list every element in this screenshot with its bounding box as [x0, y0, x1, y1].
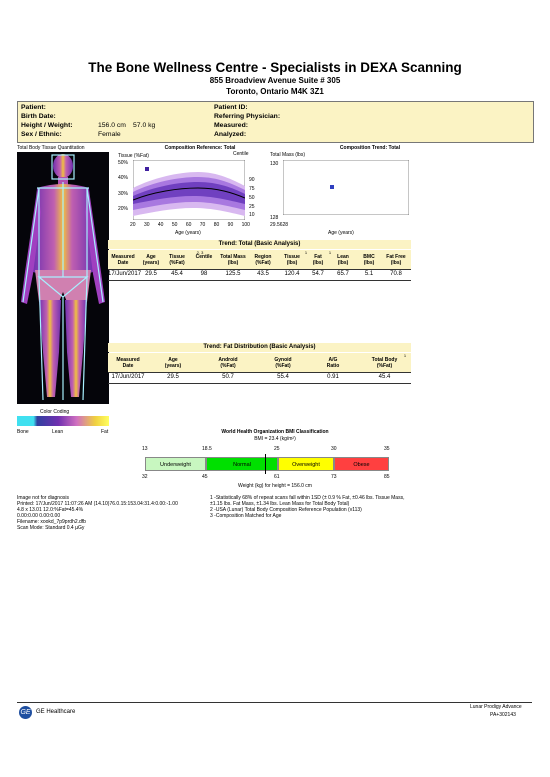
patient-label: Patient:: [21, 104, 46, 111]
image-caption: Total Body Tissue Quantitation: [17, 145, 85, 151]
clinic-title: The Bone Wellness Centre - Specialists in DEXA Scanning: [88, 60, 462, 75]
legend-bone: Bone: [17, 429, 29, 435]
ref-xtick: 100: [241, 222, 250, 228]
ref-ytick-40: 40%: [118, 175, 129, 181]
ref-chart-xlabel: Age (years): [175, 230, 201, 236]
footnote-1-cont: ±1.15 lbs. Fat Mass, ±1.34 lbs. Lean Mass for Total Body Total): [210, 501, 350, 507]
measured-label: Measured:: [214, 122, 248, 129]
color-coding-caption: Color Coding: [40, 409, 70, 415]
table-header-line: BMC: [363, 254, 375, 260]
ref-xticks: [130, 222, 250, 228]
table-header: [218, 254, 248, 266]
table-header-unit: (%Fat): [376, 363, 393, 369]
table-header-unit: (lbs): [390, 260, 402, 266]
table-header-line: Total Mass: [220, 254, 246, 260]
ref-chart-title: Composition Reference: Total: [164, 145, 236, 151]
table-header-line: Centile: [195, 254, 213, 260]
table-header: [198, 357, 258, 369]
table-header-unit: (lbs): [227, 260, 239, 266]
table-cell: 45.4: [378, 374, 391, 380]
table-header: [308, 357, 358, 369]
table-header: [108, 357, 148, 369]
ref-xtick: 80: [213, 222, 220, 228]
trend-chart-ylabel: Total Mass (lbs): [270, 152, 306, 158]
table-header: [356, 254, 382, 266]
trend-point: [330, 185, 334, 189]
footer-right: [210, 495, 535, 519]
centile-50: 50: [249, 195, 255, 201]
table-header-unit: (lbs): [363, 260, 375, 266]
table-cell: 5.1: [364, 271, 374, 277]
clinic-address-line1: 855 Broadview Avenue Suite # 305: [209, 76, 341, 85]
table-header-line: Android: [218, 357, 238, 363]
table-header-unit: (%Fat): [275, 363, 291, 369]
footnote-2: 2 -USA (Lunar) Total Body Composition Reference Population (v113): [210, 507, 362, 513]
analyzed-label: Analyzed:: [214, 131, 247, 138]
centile-90: 90: [249, 177, 255, 183]
table-header-unit: (%Fat): [169, 260, 185, 266]
table-header: [164, 254, 190, 266]
who-bottom-tick: 73: [331, 474, 337, 480]
table-cell: 45.4: [171, 271, 183, 277]
trend-ymax: 130: [270, 161, 279, 167]
table-cell: 65.7: [337, 271, 349, 277]
table-superscript: 2, 3: [196, 250, 204, 255]
footer-left-line: 4.8 x 13.01 12.0:%Fat=45.4%: [17, 507, 84, 513]
trend-chart-plot: [283, 160, 409, 215]
footer-left-line: Printed: 17/Jun/2017 11:07:26 AM (14.10)76.0.15:153.04:31.4:0.00:-1.00: [17, 501, 178, 507]
who-overweight: Overweight: [278, 457, 334, 471]
legend-fat: Fat: [101, 429, 109, 435]
table-header-line: Fat: [314, 254, 322, 260]
table-cell: 120.4: [284, 271, 300, 277]
who-bottom-tick: 61: [274, 474, 280, 480]
who-bottom-tick: 45: [202, 474, 208, 480]
table-header-unit: Date: [122, 363, 134, 369]
table-cell: 98: [200, 271, 208, 277]
table-cell: 55.4: [277, 374, 289, 380]
legend-lean: Lean: [52, 429, 64, 435]
table-cell: 17/Jun/2017: [108, 271, 142, 277]
footer-left: [17, 495, 207, 531]
table-header-unit: (years): [142, 260, 160, 266]
fat-table-title: Trend: Fat Distribution (Basic Analysis): [203, 344, 316, 350]
who-top-tick: 30: [331, 446, 337, 452]
table-header: [258, 357, 308, 369]
table-header-unit: (%Fat): [255, 260, 271, 266]
centile-75: 75: [249, 186, 255, 192]
table-header-line: Tissue: [284, 254, 300, 260]
sex-value: Female: [98, 131, 121, 138]
footer-left-line: 0.00:0.00 0.00:0.00: [17, 513, 61, 519]
who-top-tick: 25: [274, 446, 280, 452]
who-top-tick: 18.5: [202, 446, 212, 452]
clinic-address-line2: Toronto, Ontario M4K 3Z1: [226, 87, 324, 96]
bmi-marker: [265, 454, 266, 474]
height-weight-label: Height / Weight:: [21, 122, 73, 129]
table-header: [148, 357, 198, 369]
table-cell: 54.7: [312, 271, 324, 277]
device-serial: PA+302143: [490, 712, 516, 718]
basic-analysis-table: [108, 240, 411, 288]
who-title: World Health Organization BMI Classification: [221, 429, 329, 435]
body-scan-image: [17, 152, 109, 404]
table-header: [382, 254, 410, 266]
table-header-line: Fat Free: [386, 254, 406, 260]
ref-chart-plot: [133, 160, 245, 220]
ref-ytick-50: 50%: [118, 160, 129, 166]
table-header-unit: (lbs): [312, 260, 324, 266]
table-header-line: Lean: [337, 254, 349, 260]
brand-name: GE Healthcare: [36, 709, 76, 715]
ref-xtick: 50: [171, 222, 178, 228]
table-header-unit: (%Fat): [220, 363, 236, 369]
ref-chart-ylabel: Tissue (%Fat): [118, 153, 149, 159]
table-header: [108, 254, 138, 266]
footnote-1: 1 -Statistically 68% of repeat scans fall within 1SD (± 0.9 % Fat, ±0.46 lbs. Tissue Mass,: [210, 495, 405, 501]
footer-left-line: Image not for diagnosis: [17, 495, 69, 501]
bottom-divider: [17, 702, 532, 703]
who-obese: Obese: [334, 457, 389, 471]
table-cell: 43.5: [257, 271, 269, 277]
weight-value: 57.0 kg: [133, 122, 156, 129]
fat-distribution-table: [108, 343, 411, 385]
table-header-line: Tissue: [169, 254, 185, 260]
table-header-line: Gynoid: [274, 357, 292, 363]
who-axis-label: Weight (kg) for height = 156.0 cm: [238, 483, 312, 489]
table-superscript: 1: [328, 250, 332, 255]
table-header-line: Age: [146, 254, 156, 260]
ref-patient-point: [145, 167, 149, 171]
table-header-unit: Ratio: [326, 363, 340, 369]
who-underweight: Underweight: [145, 457, 206, 471]
ref-xtick: 70: [199, 222, 206, 228]
ref-ytick-30: 30%: [118, 191, 129, 197]
who-normal: Normal: [206, 457, 278, 471]
birth-date-label: Birth Date:: [21, 113, 56, 120]
table-cell: 0.91: [327, 374, 339, 380]
table-superscript: 1: [403, 353, 407, 358]
table-header: [248, 254, 278, 266]
table-cell: 29.5: [145, 271, 157, 277]
referring-physician-label: Referring Physician:: [214, 113, 281, 120]
trend-chart-title: Composition Trend: Total: [339, 145, 401, 151]
ref-xtick: 60: [185, 222, 192, 228]
patient-id-label: Patient ID:: [214, 104, 248, 111]
sex-ethnic-label: Sex / Ethnic:: [21, 131, 62, 138]
ref-ytick-20: 20%: [118, 206, 129, 212]
centile-25: 25: [249, 204, 255, 210]
footnote-3: 3 -Composition Matched for Age: [210, 513, 282, 519]
ge-logo-icon: GE: [19, 706, 32, 719]
table-cell: 125.5: [225, 271, 241, 277]
trend-ymin: 128: [270, 215, 279, 221]
footer-left-line: Scan Mode: Standard 0.4 µGy: [17, 525, 85, 531]
table-cell: 17/Jun/2017: [111, 374, 145, 380]
table-cell: 70.8: [390, 271, 402, 277]
footer-left-line: Filename: xookd_7p9prdh2.dfb: [17, 519, 86, 525]
table-header-line: Region: [254, 254, 272, 260]
table-header-line: Total Body: [371, 357, 398, 363]
ref-xtick: 30: [143, 222, 150, 228]
table-header-line: Measured: [111, 254, 135, 260]
ref-xtick: 40: [157, 222, 164, 228]
who-bottom-tick: 85: [384, 474, 390, 480]
table-header-line: Age: [168, 357, 178, 363]
bmi-value: BMI = 23.4 (kg/m²): [254, 436, 296, 442]
ref-chart-centile-label: Centile: [233, 151, 249, 157]
table-header-unit: (years): [164, 363, 182, 369]
ref-xtick: 90: [227, 222, 234, 228]
centile-10: 10: [249, 212, 255, 218]
table-cell: 29.5: [167, 374, 179, 380]
table-header: [138, 254, 164, 266]
table-header-line: A/G: [328, 357, 338, 363]
who-top-tick: 35: [384, 446, 390, 452]
patient-info-box: [17, 101, 534, 143]
who-top-tick: 13: [142, 446, 148, 452]
table-header-unit: (lbs): [337, 260, 349, 266]
table-header-unit: (lbs): [286, 260, 298, 266]
device-name: Lunar Prodigy Advance: [470, 704, 522, 710]
basic-table-title: Trend: Total (Basic Analysis): [218, 241, 301, 247]
table-cell: 50.7: [222, 374, 234, 380]
table-superscript: 1: [304, 250, 308, 255]
who-bottom-tick: 32: [142, 474, 148, 480]
table-header-line: Measured: [116, 357, 140, 363]
ref-xtick: 20: [130, 222, 136, 228]
trend-chart-xlabel: Age (years): [328, 230, 354, 236]
trend-xmin: 29.5628: [270, 222, 289, 228]
height-value: 156.0 cm: [98, 122, 126, 129]
color-coding-bar: [17, 416, 109, 426]
table-header-unit: Date: [117, 260, 129, 266]
